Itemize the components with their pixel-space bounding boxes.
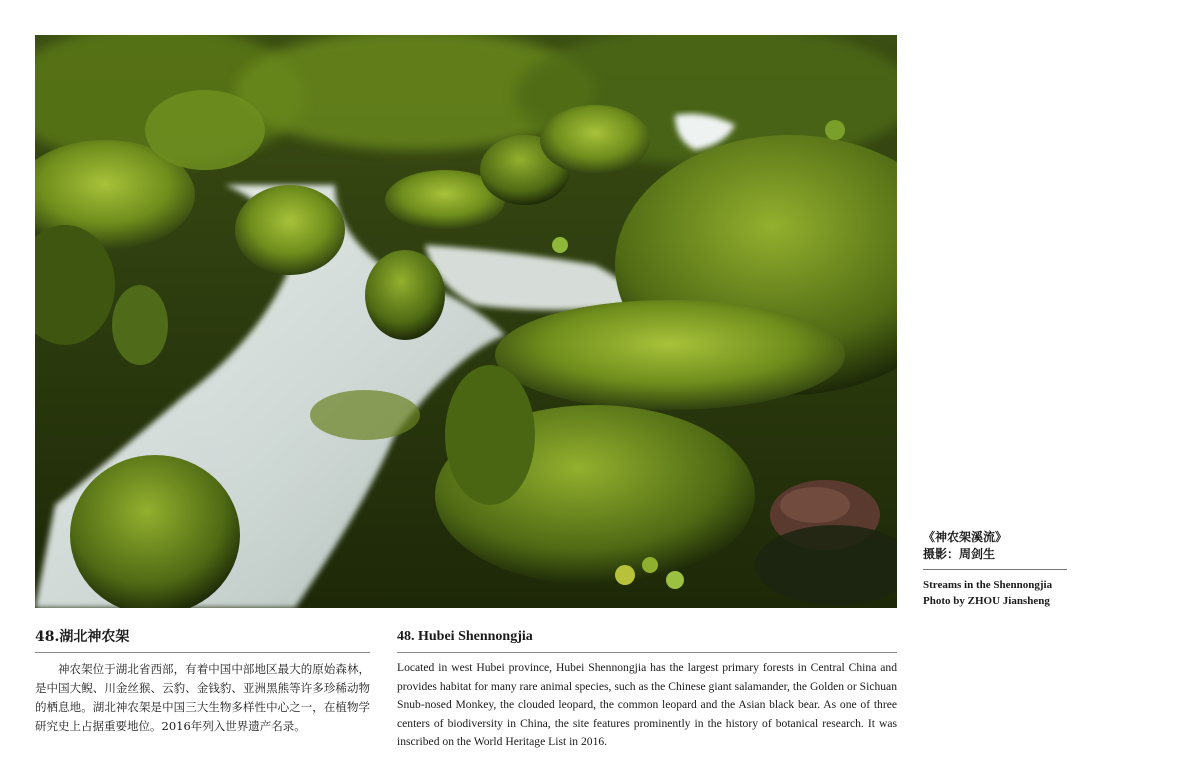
section-heading-en: 48. Hubei Shennongjia [397, 629, 533, 644]
heading-rule-cn [35, 652, 370, 653]
stream-photo [35, 35, 897, 608]
photo-caption-chinese [923, 529, 1083, 563]
section-heading-cn: 48.湖北神农架 [35, 629, 130, 645]
caption-divider [923, 569, 1067, 570]
heading-rule-en [397, 652, 897, 653]
photo-caption-english [923, 577, 1093, 609]
photo-credit-cn: 摄影：周剑生 [923, 547, 996, 561]
stream-photo-illustration [35, 35, 897, 608]
photo-credit-en: Photo by ZHOU Jiansheng [923, 595, 1050, 607]
section-body-cn: 神农架位于湖北省西部，有着中国中部地区最大的原始森林，是中国大鲵、川金丝猴、云豹、金钱豹、亚洲黑熊等许多珍稀动物的栖息地。湖北神农架是中国三大生物多样性中心之一，在植物学研究史上占据重要地位。2016年列入世界遗产名录。 [35, 662, 370, 733]
section-body-en: Located in west Hubei province, Hubei Shennongjia has the largest primary forests in Central China and provides habitat for many rare animal species, such as the Chinese giant salamander, the Golden or Sichuan Snub-nosed Monkey, the clouded leopard, the common leopard and the Asian black bear. As one of three centers of biodiversity in China, the site features prominently in the history of botanical research. It was inscribed on the World Heritage List in 2016. [397, 661, 897, 749]
photo-title-cn: 《神农架溪流》 [923, 530, 1008, 544]
photo-title-en: Streams in the Shennongjia [923, 579, 1053, 591]
